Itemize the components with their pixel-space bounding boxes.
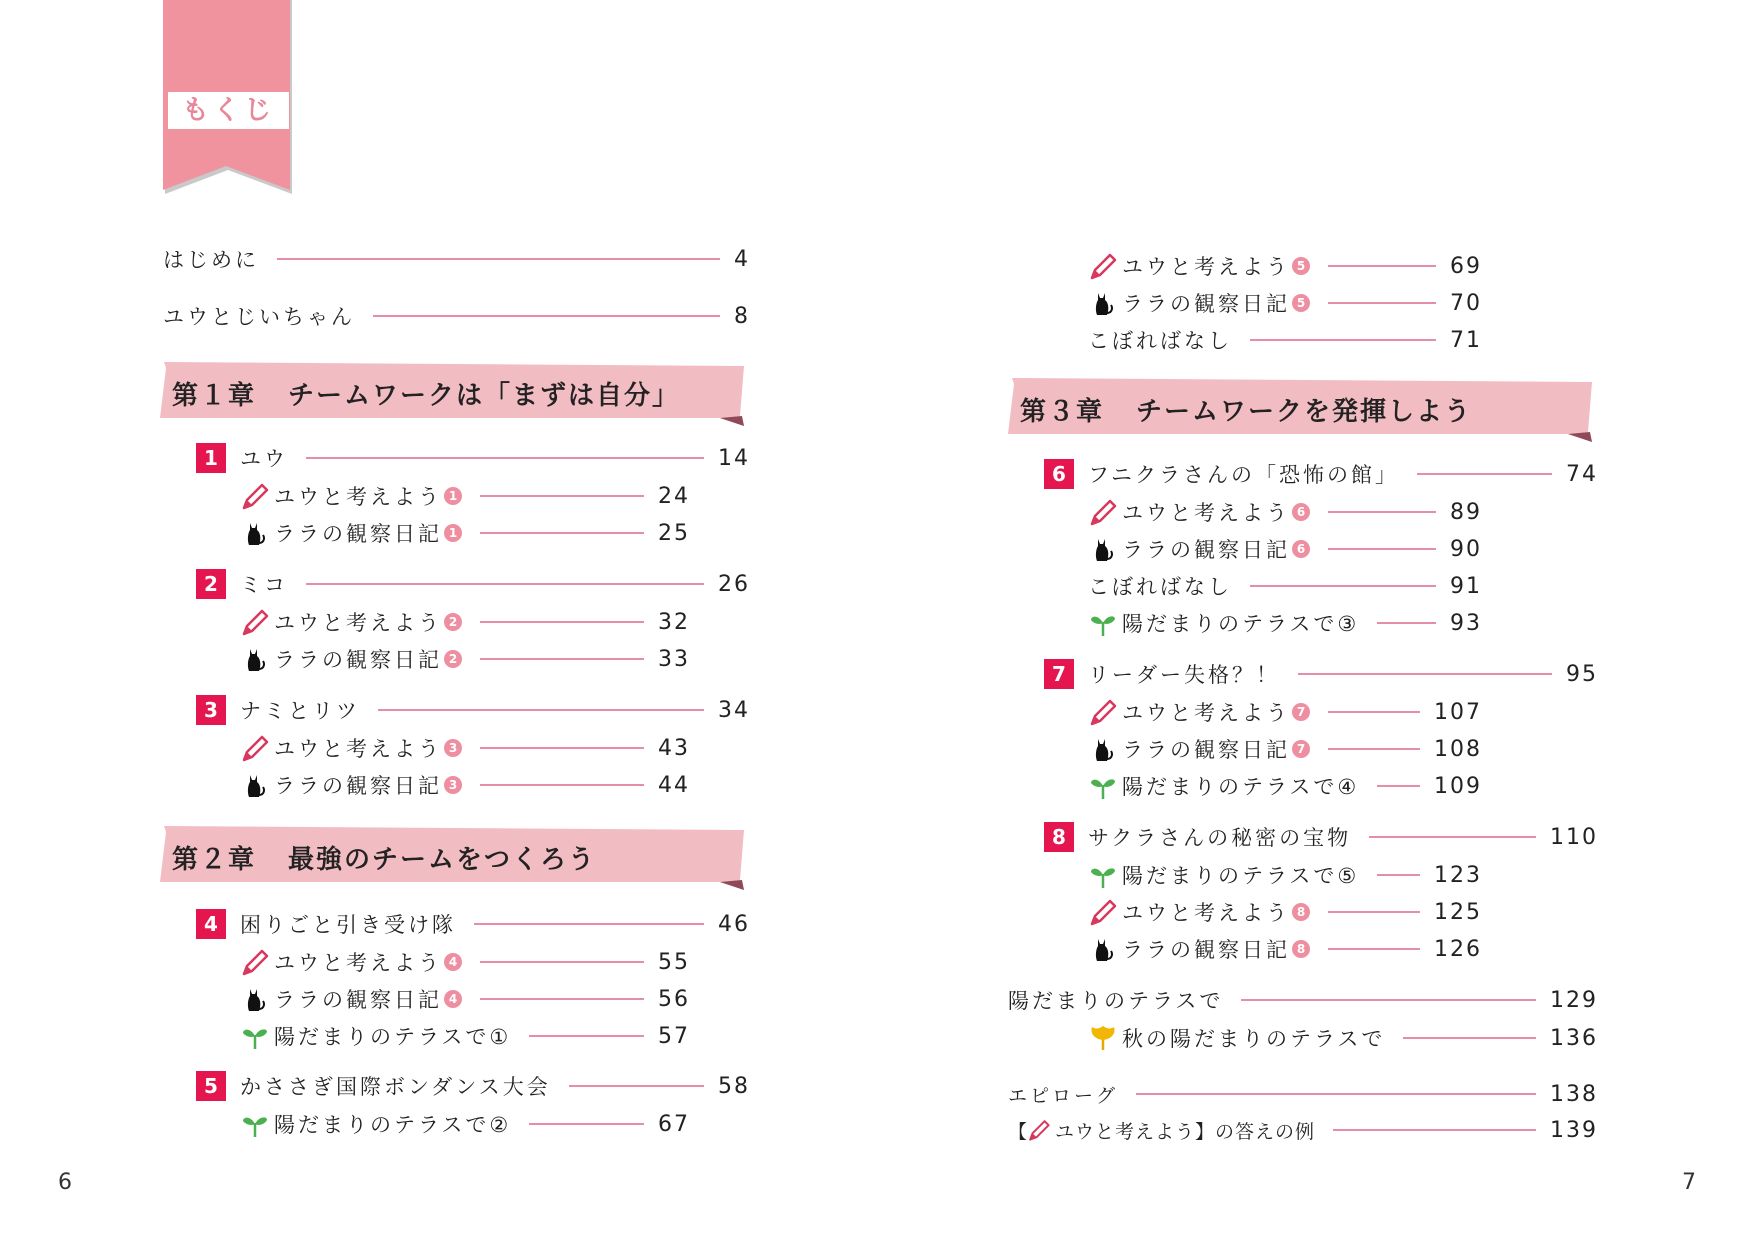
chapter-label: 第１章 bbox=[172, 381, 257, 411]
entry-page: 138 bbox=[1550, 1081, 1598, 1107]
entry-badge: 2 bbox=[444, 613, 462, 631]
toc-entry-lala-nikki-7[interactable] bbox=[1088, 729, 1482, 769]
toc-entry-yuu-kangaeyou-5[interactable] bbox=[1088, 246, 1482, 286]
entry-badge: 4 bbox=[444, 953, 462, 971]
toc-entry-lala-nikki-3[interactable] bbox=[240, 765, 690, 805]
entry-title: 困りごと引き受け隊 bbox=[240, 913, 456, 937]
leader-line bbox=[529, 1123, 644, 1125]
toc-entry-lala-nikki-6[interactable] bbox=[1088, 529, 1482, 569]
pencil-icon bbox=[1027, 1118, 1051, 1142]
sprout-icon bbox=[1088, 608, 1118, 638]
toc-entry-terrace-final[interactable] bbox=[1008, 980, 1598, 1020]
leader-line bbox=[1328, 748, 1420, 750]
toc-entry-terrace-1[interactable] bbox=[240, 1016, 690, 1056]
entry-title: リーダー失格？！ bbox=[1088, 663, 1280, 687]
toc-entry-answer-examples[interactable] bbox=[1008, 1110, 1598, 1150]
entry-page: 33 bbox=[658, 646, 690, 672]
leader-line bbox=[480, 784, 644, 786]
entry-badge: 3 bbox=[444, 776, 462, 794]
leader-line bbox=[480, 998, 644, 1000]
entry-title: ユウとじいちゃん bbox=[163, 305, 355, 329]
entry-number: 8 bbox=[1044, 822, 1074, 852]
entry-title: はじめに bbox=[163, 248, 259, 272]
entry-title: ララの観察日記 bbox=[274, 648, 442, 672]
entry-title: ララの観察日記 bbox=[274, 988, 442, 1012]
leader-line bbox=[306, 583, 704, 585]
entry-title: 陽だまりのテラスで④ bbox=[1122, 775, 1360, 799]
toc-entry-epilogue[interactable] bbox=[1008, 1074, 1598, 1114]
entry-page: 14 bbox=[718, 445, 750, 471]
entry-badge: 3 bbox=[444, 739, 462, 757]
entry-page: 107 bbox=[1434, 699, 1482, 725]
entry-page: 89 bbox=[1450, 499, 1482, 525]
entry-badge: 5 bbox=[1292, 257, 1310, 275]
leader-line bbox=[1298, 673, 1552, 675]
entry-page: 71 bbox=[1450, 327, 1482, 353]
leader-line bbox=[480, 747, 644, 749]
leader-line bbox=[1241, 999, 1536, 1001]
entry-title: ララの観察日記 bbox=[1122, 738, 1290, 762]
leader-line bbox=[378, 709, 704, 711]
toc-entry-lala-nikki-4[interactable] bbox=[240, 979, 690, 1019]
chapter-1-heading[interactable] bbox=[160, 360, 748, 428]
chapter-label: 第３章 bbox=[1020, 397, 1105, 427]
leader-line bbox=[1328, 265, 1436, 267]
entry-title: 陽だまりのテラスで② bbox=[274, 1113, 512, 1137]
entry-page: 46 bbox=[718, 911, 750, 937]
entry-page: 126 bbox=[1434, 936, 1482, 962]
pencil-icon bbox=[1088, 697, 1118, 727]
entry-badge: 2 bbox=[444, 650, 462, 668]
toc-entry-koborebanashi-1[interactable] bbox=[1088, 320, 1482, 360]
entry-badge: 6 bbox=[1292, 503, 1310, 521]
entry-page: 69 bbox=[1450, 253, 1482, 279]
entry-page: 74 bbox=[1566, 461, 1598, 487]
leader-line bbox=[1417, 473, 1552, 475]
toc-entry-lala-nikki-2[interactable] bbox=[240, 639, 690, 679]
toc-entry-7[interactable] bbox=[1044, 654, 1598, 694]
toc-entry-terrace-5[interactable] bbox=[1088, 855, 1482, 895]
entry-page: 56 bbox=[658, 986, 690, 1012]
chapter-2-heading[interactable] bbox=[160, 824, 748, 892]
entry-title: ユウと考えよう bbox=[1122, 255, 1290, 279]
leader-line bbox=[480, 961, 644, 963]
entry-title: フニクラさんの「恐怖の館」 bbox=[1088, 463, 1399, 487]
entry-page: 91 bbox=[1450, 573, 1482, 599]
entry-title: ララの観察日記 bbox=[274, 522, 442, 546]
ginkgo-leaf-icon bbox=[1088, 1023, 1118, 1053]
toc-title: もくじ bbox=[168, 92, 289, 129]
entry-title: ララの観察日記 bbox=[1122, 538, 1290, 562]
black-cat-icon bbox=[240, 984, 270, 1014]
toc-entry-yuu-kangaeyou-8[interactable] bbox=[1088, 892, 1482, 932]
entry-page: 32 bbox=[658, 609, 690, 635]
leader-line bbox=[373, 315, 720, 317]
entry-title: ユウと考えよう bbox=[274, 737, 442, 761]
pencil-icon bbox=[1088, 897, 1118, 927]
entry-page: 90 bbox=[1450, 536, 1482, 562]
toc-entry-6[interactable] bbox=[1044, 454, 1598, 494]
entry-number: 5 bbox=[196, 1071, 226, 1101]
bracket-open: 【 bbox=[1008, 1120, 1028, 1143]
leader-line bbox=[1377, 622, 1436, 624]
entry-number: 7 bbox=[1044, 659, 1074, 689]
black-cat-icon bbox=[240, 644, 270, 674]
toc-entry-yuu-kangaeyou-4[interactable] bbox=[240, 942, 690, 982]
entry-title: ユウと考えよう】の答えの例 bbox=[1055, 1120, 1316, 1143]
toc-entry-4[interactable] bbox=[196, 904, 750, 944]
entry-badge: 8 bbox=[1292, 940, 1310, 958]
entry-page: 129 bbox=[1550, 987, 1598, 1013]
toc-entry-lala-nikki-8[interactable] bbox=[1088, 929, 1482, 969]
entry-page: 44 bbox=[658, 772, 690, 798]
leader-line bbox=[569, 1085, 704, 1087]
toc-entry-yuu-kangaeyou-7[interactable] bbox=[1088, 692, 1482, 732]
entry-title: こぼればなし bbox=[1088, 575, 1232, 599]
leader-line bbox=[480, 532, 644, 534]
toc-entry-yuu-kangaeyou-6[interactable] bbox=[1088, 492, 1482, 532]
entry-badge: 7 bbox=[1292, 703, 1310, 721]
leader-line bbox=[1328, 302, 1436, 304]
chapter-label: 第２章 bbox=[172, 845, 257, 875]
entry-page: 4 bbox=[734, 246, 750, 272]
entry-title: 陽だまりのテラスで① bbox=[274, 1025, 512, 1049]
entry-title: かささぎ国際ボンダンス大会 bbox=[240, 1075, 551, 1099]
entry-number: 6 bbox=[1044, 459, 1074, 489]
sprout-icon bbox=[240, 1109, 270, 1139]
entry-title: 陽だまりのテラスで⑤ bbox=[1122, 864, 1360, 888]
toc-entry-terrace-4[interactable] bbox=[1088, 766, 1482, 806]
entry-page: 109 bbox=[1434, 773, 1482, 799]
leader-line bbox=[1328, 911, 1420, 913]
entry-page: 58 bbox=[718, 1073, 750, 1099]
toc-entry-yuu-kangaeyou-3[interactable] bbox=[240, 728, 690, 768]
leader-line bbox=[529, 1035, 644, 1037]
entry-title: 秋の陽だまりのテラスで bbox=[1122, 1027, 1386, 1051]
entry-number: 3 bbox=[196, 695, 226, 725]
toc-entry-yuu-to-jiichan[interactable] bbox=[163, 296, 750, 336]
toc-entry-2[interactable] bbox=[196, 564, 750, 604]
entry-badge: 1 bbox=[444, 487, 462, 505]
leader-line bbox=[1369, 836, 1536, 838]
entry-title: ミコ bbox=[240, 573, 288, 597]
entry-page: 95 bbox=[1566, 661, 1598, 687]
entry-title: ララの観察日記 bbox=[1122, 292, 1290, 316]
toc-entry-5[interactable] bbox=[196, 1066, 750, 1106]
sprout-icon bbox=[1088, 860, 1118, 890]
toc-entry-hajimeni[interactable] bbox=[163, 239, 750, 279]
entry-page: 25 bbox=[658, 520, 690, 546]
entry-badge: 5 bbox=[1292, 294, 1310, 312]
entry-badge: 8 bbox=[1292, 903, 1310, 921]
entry-number: 2 bbox=[196, 569, 226, 599]
entry-page: 93 bbox=[1450, 610, 1482, 636]
entry-title: 陽だまりのテラスで③ bbox=[1122, 612, 1360, 636]
entry-page: 108 bbox=[1434, 736, 1482, 762]
leader-line bbox=[1333, 1129, 1536, 1131]
entry-title: 陽だまりのテラスで bbox=[1008, 989, 1224, 1013]
entry-page: 34 bbox=[718, 697, 750, 723]
entry-page: 136 bbox=[1550, 1025, 1598, 1051]
entry-page: 70 bbox=[1450, 290, 1482, 316]
entry-title: ララの観察日記 bbox=[1122, 938, 1290, 962]
entry-title: サクラさんの秘密の宝物 bbox=[1088, 826, 1352, 850]
sprout-icon bbox=[240, 1021, 270, 1051]
chapter-title: 最強のチームをつくろう bbox=[288, 845, 597, 875]
pencil-icon bbox=[1088, 497, 1118, 527]
leader-line bbox=[1136, 1093, 1536, 1095]
pencil-icon bbox=[240, 607, 270, 637]
entry-page: 8 bbox=[734, 303, 750, 329]
page-number: 7 bbox=[1682, 1170, 1696, 1195]
leader-line bbox=[1328, 711, 1420, 713]
leader-line bbox=[1377, 785, 1420, 787]
leader-line bbox=[1328, 948, 1420, 950]
entry-title: ララの観察日記 bbox=[274, 774, 442, 798]
entry-badge: 4 bbox=[444, 990, 462, 1008]
leader-line bbox=[480, 495, 644, 497]
chapter-title: チームワークを発揮しよう bbox=[1136, 397, 1473, 427]
pencil-icon bbox=[1088, 251, 1118, 281]
right-page bbox=[872, 0, 1744, 1236]
entry-badge: 6 bbox=[1292, 540, 1310, 558]
toc-entry-lala-nikki-1[interactable] bbox=[240, 513, 690, 553]
pencil-icon bbox=[240, 733, 270, 763]
black-cat-icon bbox=[1088, 734, 1118, 764]
toc-entry-autumn-terrace[interactable] bbox=[1088, 1018, 1598, 1058]
leader-line bbox=[277, 258, 720, 260]
toc-entry-lala-nikki-5[interactable] bbox=[1088, 283, 1482, 323]
page-number: 6 bbox=[58, 1170, 72, 1195]
entry-badge: 1 bbox=[444, 524, 462, 542]
entry-title: ユウと考えよう bbox=[274, 485, 442, 509]
entry-number: 1 bbox=[196, 443, 226, 473]
pencil-icon bbox=[240, 947, 270, 977]
leader-line bbox=[1377, 874, 1420, 876]
entry-title: ユウ bbox=[240, 447, 288, 471]
entry-page: 24 bbox=[658, 483, 690, 509]
toc-entry-terrace-3[interactable] bbox=[1088, 603, 1482, 643]
leader-line bbox=[480, 658, 644, 660]
leader-line bbox=[306, 457, 704, 459]
sprout-icon bbox=[1088, 771, 1118, 801]
leader-line bbox=[1328, 511, 1436, 513]
entry-title: こぼればなし bbox=[1088, 329, 1232, 353]
entry-badge: 7 bbox=[1292, 740, 1310, 758]
black-cat-icon bbox=[1088, 534, 1118, 564]
toc-entry-8[interactable] bbox=[1044, 817, 1598, 857]
leader-line bbox=[1403, 1037, 1536, 1039]
leader-line bbox=[1250, 339, 1436, 341]
leader-line bbox=[474, 923, 704, 925]
entry-page: 125 bbox=[1434, 899, 1482, 925]
entry-page: 55 bbox=[658, 949, 690, 975]
toc-entry-yuu-kangaeyou-1[interactable] bbox=[240, 476, 690, 516]
pencil-icon bbox=[240, 481, 270, 511]
chapter-title: チームワークは「まずは自分」 bbox=[288, 381, 681, 411]
toc-entry-3[interactable] bbox=[196, 690, 750, 730]
chapter-3-heading[interactable] bbox=[1008, 376, 1596, 444]
toc-entry-1[interactable] bbox=[196, 438, 750, 478]
entry-title: ユウと考えよう bbox=[1122, 901, 1290, 925]
entry-page: 139 bbox=[1550, 1117, 1598, 1143]
black-cat-icon bbox=[1088, 288, 1118, 318]
entry-title: ユウと考えよう bbox=[1122, 501, 1290, 525]
entry-page: 57 bbox=[658, 1023, 690, 1049]
toc-entry-koborebanashi-2[interactable] bbox=[1088, 566, 1482, 606]
entry-title: エピローグ bbox=[1008, 1084, 1119, 1107]
black-cat-icon bbox=[1088, 934, 1118, 964]
entry-title: ユウと考えよう bbox=[1122, 701, 1290, 725]
leader-line bbox=[1328, 548, 1436, 550]
entry-title: ユウと考えよう bbox=[274, 951, 442, 975]
toc-entry-terrace-2[interactable] bbox=[240, 1104, 690, 1144]
toc-entry-yuu-kangaeyou-2[interactable] bbox=[240, 602, 690, 642]
leader-line bbox=[1250, 585, 1436, 587]
black-cat-icon bbox=[240, 518, 270, 548]
entry-title: ユウと考えよう bbox=[274, 611, 442, 635]
entry-number: 4 bbox=[196, 909, 226, 939]
entry-page: 67 bbox=[658, 1111, 690, 1137]
entry-page: 26 bbox=[718, 571, 750, 597]
black-cat-icon bbox=[240, 770, 270, 800]
entry-page: 110 bbox=[1550, 824, 1598, 850]
entry-page: 123 bbox=[1434, 862, 1482, 888]
entry-page: 43 bbox=[658, 735, 690, 761]
entry-title: ナミとリツ bbox=[240, 699, 360, 723]
leader-line bbox=[480, 621, 644, 623]
